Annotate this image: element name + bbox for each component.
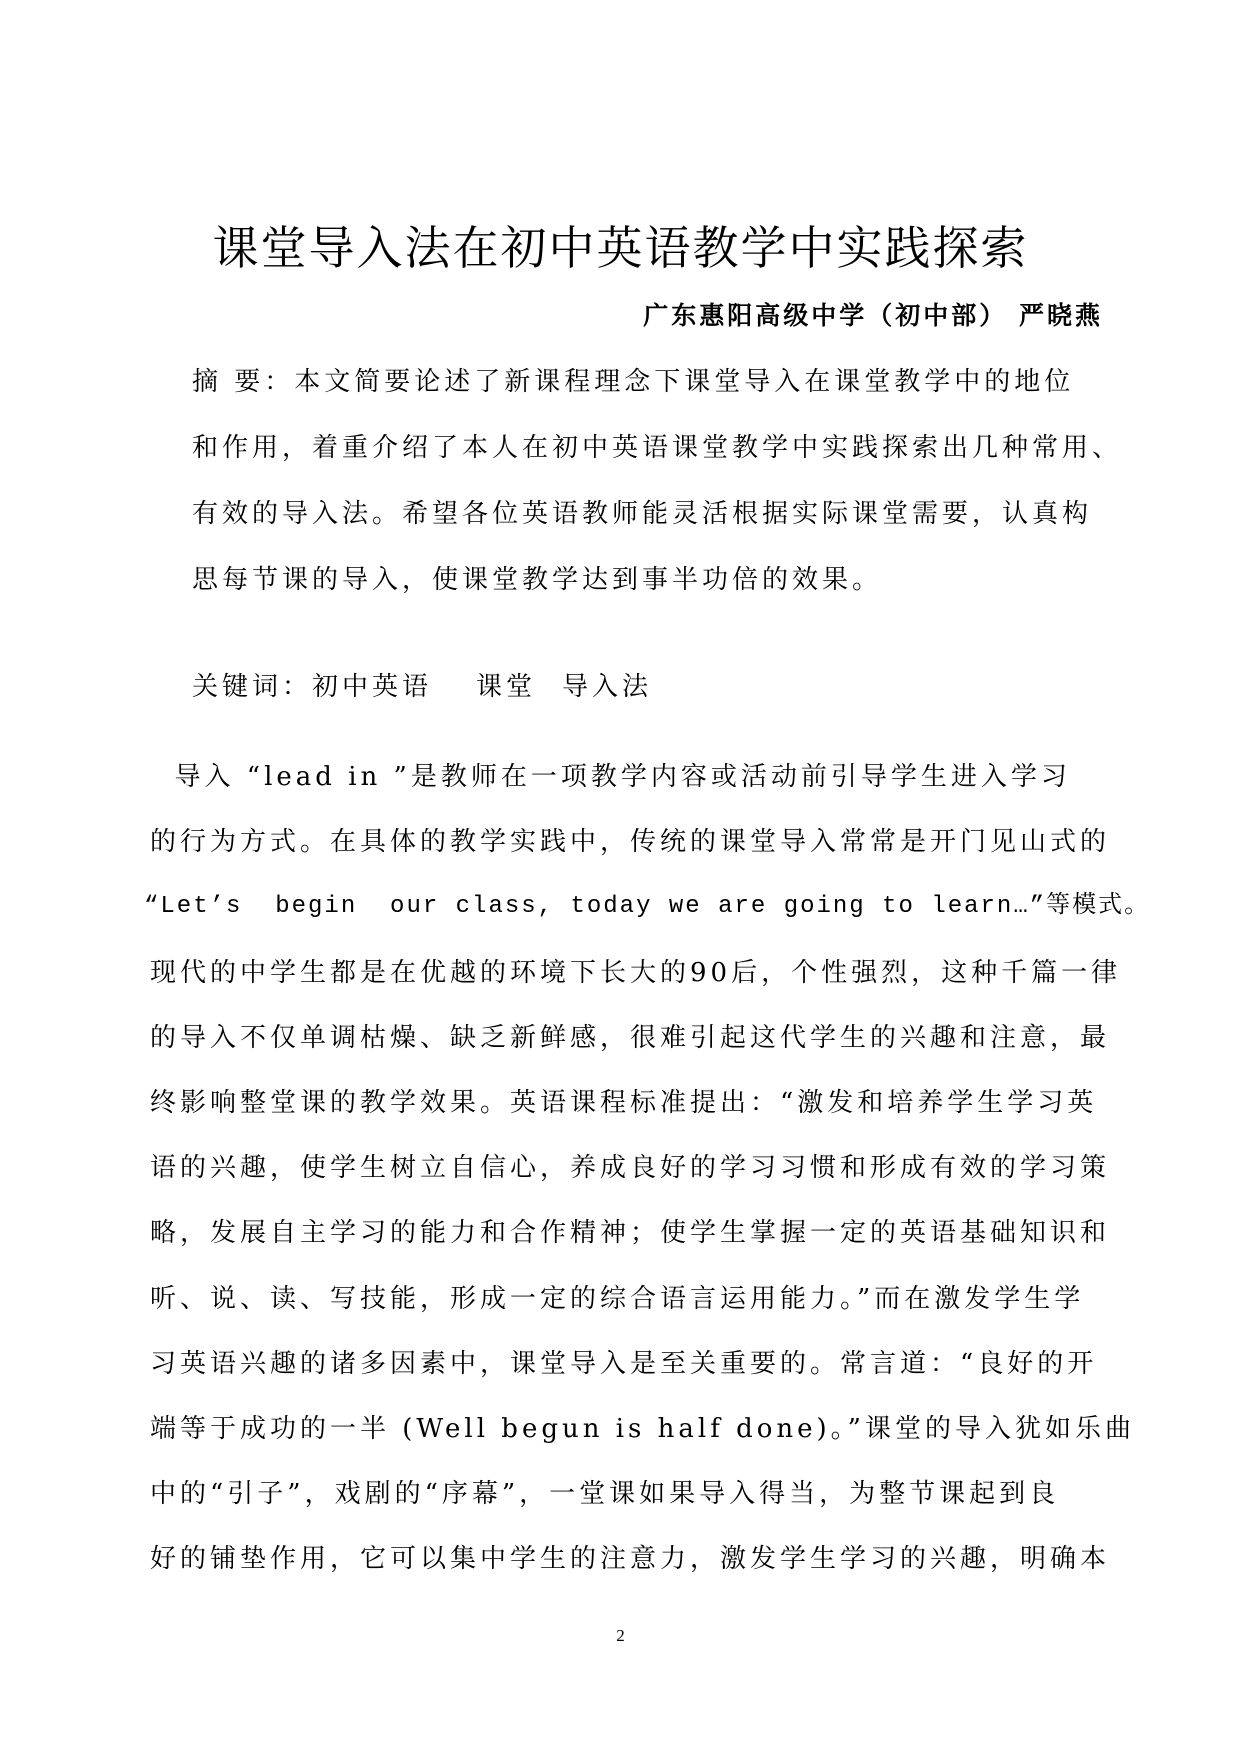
page-number: 2 [616, 1626, 625, 1645]
body-text [144, 757, 1151, 1604]
document-title: 课堂导入法在初中英语教学中实践探索 [212, 221, 1029, 275]
abstract-line: 和作用，着重介绍了本人在初中英语课堂教学中实践探索出几种常用、 [192, 433, 1123, 463]
body-line: 好的铺垫作用，它可以集中学生的注意力，激发学生学习的兴趣，明确本 [150, 1544, 1111, 1575]
body-line: 端等于成功的一半 (Well begun is half done)。”课堂的导入犹如乐曲 [150, 1413, 1135, 1444]
abstract [192, 362, 1123, 626]
body-line: 语的兴趣，使学生树立自信心，养成良好的学习习惯和形成有效的学习策 [150, 1153, 1111, 1184]
body-line: 略，发展自主学习的能力和合作精神；使学生掌握一定的英语基础知识和 [150, 1218, 1111, 1249]
abstract-line: 有效的导入法。希望各位英语教师能灵活根据实际课堂需要，认真构 [192, 499, 1093, 529]
keyword: 初中英语 [312, 672, 433, 702]
body-line: 终影响整堂课的教学效果。英语课程标准提出：“激发和培养学生学习英 [150, 1087, 1098, 1118]
body-line: 导入 “lead in ”是教师在一项教学内容或活动前引导学生进入学习 [150, 762, 1071, 792]
author-line: 广东惠阳高级中学（初中部） 严晓燕 [643, 301, 1103, 330]
body-line: 听、说、读、写技能，形成一定的综合语言运用能力。”而在激发学生学 [150, 1283, 1085, 1314]
abstract-line: 摘 要：本文简要论述了新课程理念下课堂导入在课堂教学中的地位 [192, 367, 1075, 397]
body-line: 的导入不仅单调枯燥、缺乏新鲜感，很难引起这代学生的兴趣和注意，最 [150, 1022, 1111, 1053]
body-line: “Let’s begin our class, today we are going to learn…”等模式。 [144, 893, 1151, 921]
body-line: 现代的中学生都是在优越的环境下长大的90后，个性强烈，这种千篇一律 [150, 957, 1122, 988]
body-line: 中的“引子”，戏剧的“序幕”，一堂课如果导入得当，为整节课起到良 [150, 1479, 1060, 1510]
keyword: 导入法 [562, 672, 653, 702]
keywords [192, 666, 652, 703]
body-line: 的行为方式。在具体的教学实践中，传统的课堂导入常常是开门见山式的 [150, 827, 1111, 858]
keywords-label: 关键词： [192, 672, 313, 702]
keyword: 课堂 [476, 672, 537, 702]
body-line: 习英语兴趣的诸多因素中，课堂导入是至关重要的。常言道：“良好的开 [150, 1348, 1098, 1379]
abstract-line: 思每节课的导入，使课堂教学达到事半功倍的效果。 [192, 565, 883, 595]
